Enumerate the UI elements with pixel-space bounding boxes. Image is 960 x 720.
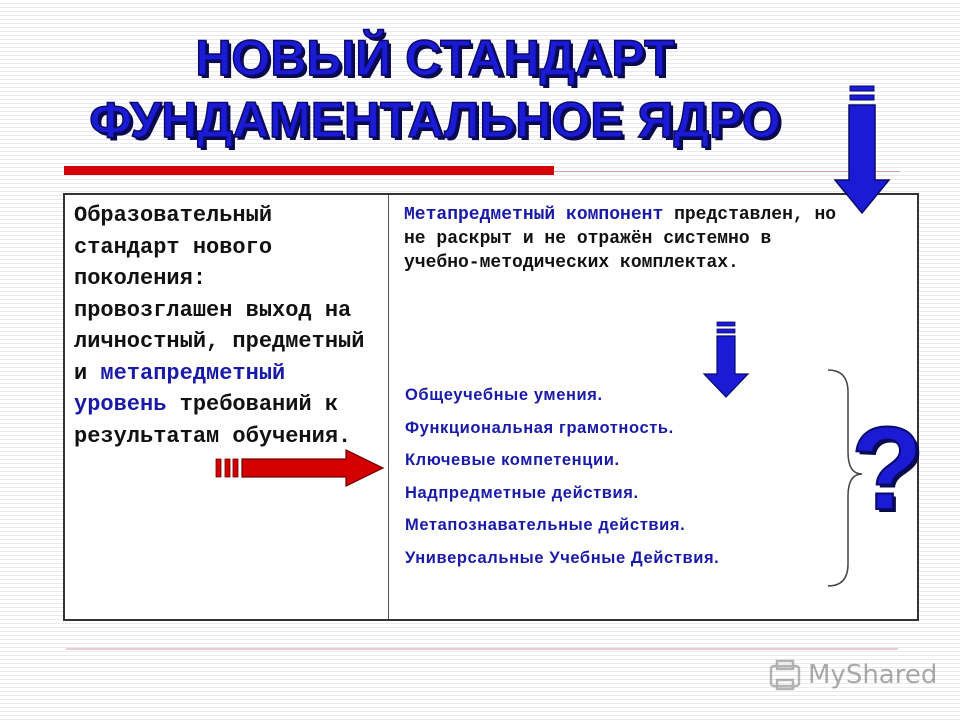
brace-icon xyxy=(828,370,862,586)
list-item: Надпредметные действия. xyxy=(405,483,639,502)
question-mark: ? xyxy=(851,403,924,535)
left-text-before: Образовательный стандарт нового поколения: провозглашен выход на личностный, предметный и xyxy=(74,203,365,386)
right-intro-rest: представлен, но не раскрыт и не отражён системно в учебно-методических комплектах. xyxy=(404,205,837,273)
right-intro-highlight: Метапредметный компонент xyxy=(404,205,664,225)
left-text-highlight: метапредметный уровень xyxy=(74,360,286,417)
watermark-text: MyShared xyxy=(808,660,938,690)
title-line-2: ФУНДАМЕНТАЛЬНОЕ ЯДРО xyxy=(89,92,781,148)
arrow-down-icon xyxy=(704,322,748,397)
list-item: Общеучебные умения. xyxy=(405,386,603,404)
list-item: Функциональная грамотность. xyxy=(405,418,674,437)
list-item: Универсальные Учебные Действия. xyxy=(405,548,720,567)
arrow-right-icon xyxy=(216,450,383,486)
list-item: Метапознавательные действия. xyxy=(405,516,686,534)
left-text-after: требований к результатам обучения. xyxy=(74,392,352,449)
list-item: Ключевые компетенции. xyxy=(405,451,620,469)
arrow-down-icon xyxy=(835,86,889,213)
watermark-logo-icon xyxy=(768,658,802,692)
watermark xyxy=(768,655,937,695)
title-line-1: НОВЫЙ СТАНДАРТ xyxy=(195,30,675,86)
